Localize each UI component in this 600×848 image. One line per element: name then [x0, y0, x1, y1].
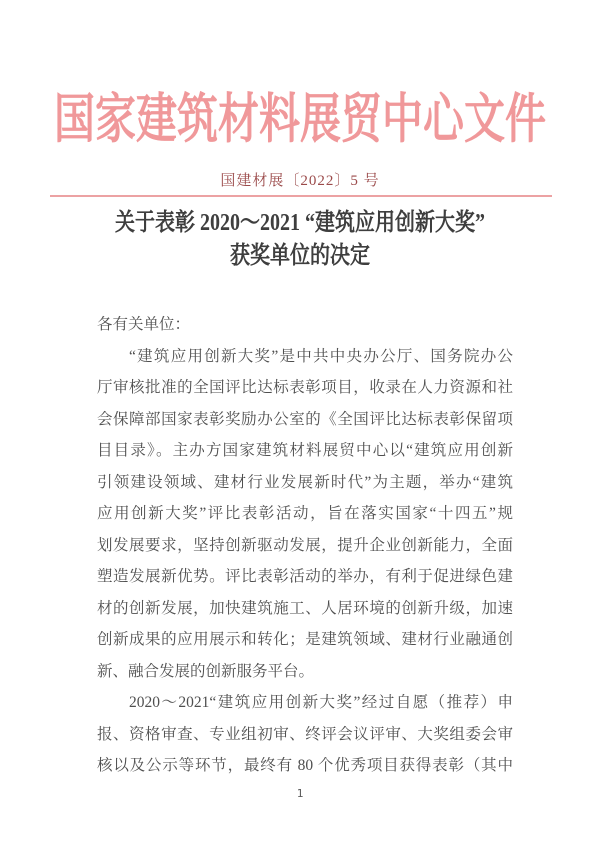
- title-line-1: 关于表彰 2020～2021 “建筑应用创新大奖”: [115, 209, 485, 237]
- title-line-2: 获奖单位的决定: [230, 242, 370, 270]
- body-line: 新、融合发展的创新服务平台。: [97, 662, 315, 680]
- document-number: 国建材展〔2022〕5 号: [220, 173, 380, 189]
- red-divider-line: [50, 195, 552, 197]
- body-line: 塑造发展新优势。评比表彰活动的举办，有利于促进绿色建: [97, 568, 513, 585]
- body-line: 目目录》。主办方国家建筑材料展贸中心以“建筑应用创新: [97, 442, 513, 459]
- body-line-salutation: 各有关单位：: [97, 316, 191, 333]
- page-number: 1: [296, 787, 304, 800]
- body-line: 材的创新发展，加快建筑施工、人居环境的创新升级，加速: [97, 599, 513, 617]
- body-line: 2020～2021“建筑应用创新大奖”经过自愿（推荐）申: [129, 694, 513, 711]
- body-line: 会保障部国家表彰奖励办公室的《全国评比达标表彰保留项: [97, 410, 513, 428]
- body-line: 报、资格审查、专业组初审、终评会议评审、大奖组委会审: [97, 725, 513, 743]
- red-header-title: 国家建筑材料展贸中心文件: [54, 89, 546, 149]
- body-line: 创新成果的应用展示和转化；是建筑领域、建材行业融通创: [97, 631, 513, 648]
- body-line: 划发展要求，坚持创新驱动发展，提升企业创新能力，全面: [97, 536, 513, 554]
- body-line: 引领建设领域、建材行业发展新时代”为主题，举办“建筑: [97, 473, 513, 491]
- body-line: 厅审核批准的全国评比达标表彰项目，收录在人力资源和社: [97, 379, 513, 396]
- document-title: [0, 207, 600, 273]
- body-line: “建筑应用创新大奖”是中共中央办公厅、国务院办公: [129, 347, 513, 365]
- body-line: 应用创新大奖”评比表彰活动，旨在落实国家“十四五”规: [97, 505, 513, 522]
- document-body: [97, 309, 513, 782]
- body-line: 核以及公示等环节，最终有 80 个优秀项目获得表彰（其中: [97, 757, 513, 774]
